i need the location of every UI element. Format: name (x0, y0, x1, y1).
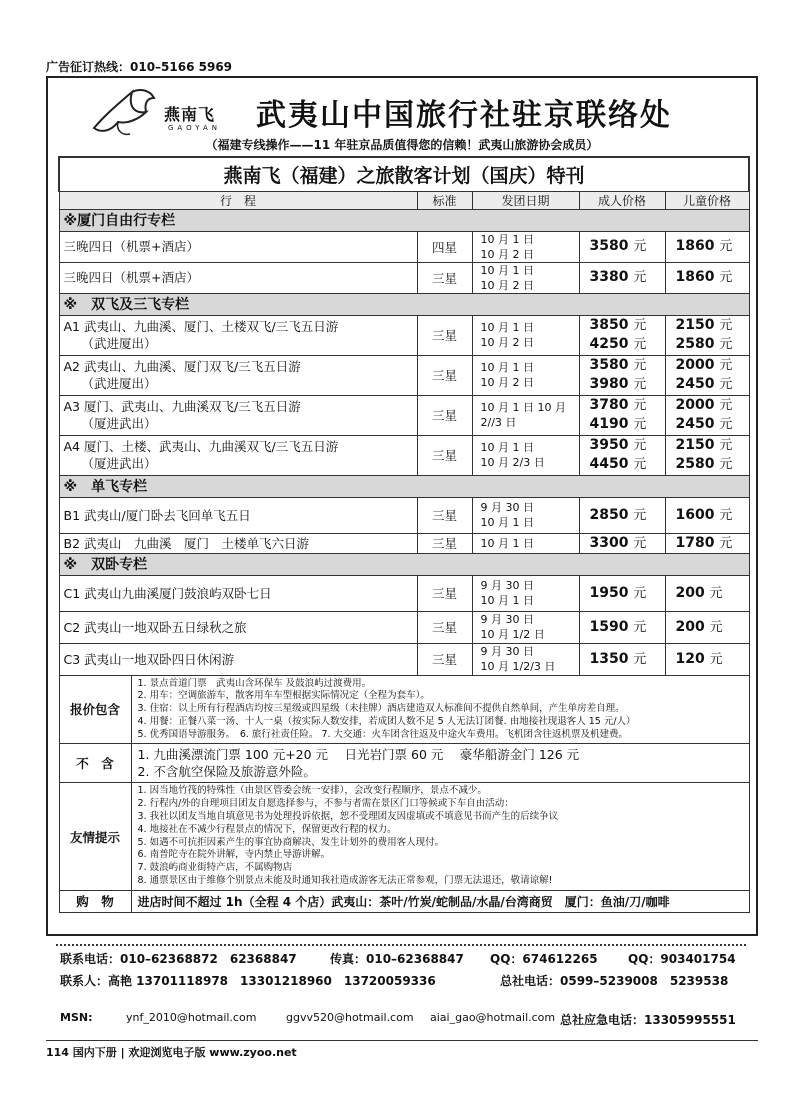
child-price: 2150 元 2580 元 (665, 435, 749, 475)
hotel-standard: 三星 (417, 575, 472, 611)
departure-dates: 9 月 30 日 10 月 1/2 日 (472, 611, 579, 643)
route-name: B2 武夷山 九曲溪 厦门 土楼单飞六日游 (59, 533, 417, 553)
child-price: 2000 元 2450 元 (665, 395, 749, 435)
contact-phone: 联系电话：010–62368872 62368847 (60, 952, 297, 966)
contact-qq1: QQ：674612265 (490, 952, 598, 966)
adult-price: 1950 元 (579, 575, 665, 611)
adult-price: 2850 元 (579, 497, 665, 533)
departure-dates: 9 月 30 日 10 月 1/2/3 日 (472, 643, 579, 675)
ad-frame (46, 76, 758, 936)
tagline: （福建专线操作——11 年驻京品质值得您的信赖！武夷山旅游协会成员） (205, 138, 599, 152)
swallow-logo-icon (88, 84, 168, 140)
adult-price: 3780 元 4190 元 (579, 395, 665, 435)
msn-label: MSN: (60, 1011, 93, 1024)
page-title: 武夷山中国旅行社驻京联络处 (256, 98, 672, 133)
header-route: 行 程 (59, 191, 417, 209)
section-single-flight: ※ 单飞专栏 (59, 475, 749, 497)
child-price: 1860 元 (665, 231, 749, 262)
route-name: A1 武夷山、九曲溪、厦门、土楼双飞/三飞五日游 （武进厦出） (59, 315, 417, 355)
table-row (59, 231, 749, 262)
includes-list: 1. 景点首道门票 武夷山含环保车 及鼓浪屿过渡费用。 2. 用车：空调旅游车，散客用车车型根据实际情况定（全程为套车）。 3. 住宿：以上所有行程酒店均按三星级或四星级（未挂牌）酒店建造双人标准间不提供自然单间，产生单房差自理。 4. 用餐：正餐八菜一汤、十人一桌（按实际人数安排，若成团人数不足 5 人无法订团餐. 由地接社现退客人 15 元/人） 5. 优秀国语导游服务。 6. 旅行社责任险。 7. 大交通：火车团含往返及中途火车费用。飞机团含往返机票及机建费。 (137, 677, 636, 740)
hotel-standard: 三星 (417, 533, 472, 553)
msn-email-1: ynf_2010@hotmail.com (126, 1011, 257, 1024)
route-name: A2 武夷山、九曲溪、厦门双飞/三飞五日游 （武进厦出） (59, 355, 417, 395)
departure-dates: 10 月 1 日 10 月 2 日 (472, 355, 579, 395)
child-price: 1780 元 (665, 533, 749, 553)
departure-dates: 10 月 1 日 10 月 2 日 (472, 315, 579, 355)
table-row (59, 643, 749, 675)
logo-name: 燕南飞 (164, 105, 216, 124)
adult-price: 3380 元 (579, 262, 665, 293)
tips-list: 1. 因当地竹筏的特殊性（由景区管委会统一安排），会改变行程顺序，景点不减少。 2. 行程内/外的自理项目团友自愿选择参与，不参与者需在景区门口等候或下车自由活动： 3. 我社以团友当地自填意见书为处理投诉依据，恕不受理团友因虚填或不填意见书而产生的后续争议 4. 地接社在不减少行程景点的情况下，保留更改行程的权力。 5. 如遇不可抗拒因素产生的事宜协商解决、发生计划外的费用客人现付。 6. 南普陀寺在院外讲解，寺内禁止导游讲解。 7. 鼓浪屿商业街特产店，不属购物店 8. 通票景区由于维修个别景点未能及时通知我社造成游客无法正常参观，门票无法退还，敬请谅解! (137, 785, 559, 887)
excludes-list: 1. 九曲溪漂流门票 100 元+20 元 日光岩门票 60 元 豪华船游金门 126 元 2. 不含航空保险及旅游意外险。 (137, 747, 580, 780)
departure-dates: 10 月 1 日 10 月 2//3 日 (472, 395, 579, 435)
logo (88, 84, 228, 140)
table-row (59, 497, 749, 533)
hotel-standard: 三星 (417, 435, 472, 475)
hotel-standard: 三星 (417, 315, 472, 355)
adult-price: 1590 元 (579, 611, 665, 643)
route-name: B1 武夷山/厦门卧去飞回单飞五日 (59, 497, 417, 533)
msn-email-3: aiai_gao@hotmail.com (430, 1011, 556, 1024)
hotel-standard: 四星 (417, 231, 472, 262)
table-row (59, 435, 749, 475)
contact-qq2: QQ：903401754 (628, 952, 736, 966)
contact-hq-phone: 总社电话：0599–5239008 5239538 (500, 974, 729, 988)
shopping-text: 进店时间不超过 1h（全程 4 个店）武夷山：茶叶/竹炭/蛇制品/水晶/台湾商贸 厦门：鱼油/刀/咖啡 (137, 894, 670, 909)
route-name: A4 厦门、土楼、武夷山、九曲溪双飞/三飞五日游 （厦进武出） (59, 435, 417, 475)
table-row (59, 355, 749, 395)
hotel-standard: 三星 (417, 497, 472, 533)
hotel-standard: 三星 (417, 262, 472, 293)
departure-dates: 10 月 1 日 10 月 2 日 (472, 262, 579, 293)
table-row (59, 395, 749, 435)
section-double-flight: ※ 双飞及三飞专栏 (59, 293, 749, 315)
adult-price: 3300 元 (579, 533, 665, 553)
route-name: 三晚四日（机票+酒店） (59, 231, 417, 262)
child-price: 120 元 (665, 643, 749, 675)
shopping-label: 购 物 (60, 891, 132, 912)
contact-fax: 传真：010–62368847 (330, 952, 464, 966)
adult-price: 3580 元 (579, 231, 665, 262)
tips-label: 友情提示 (60, 783, 132, 889)
departure-dates: 10 月 1 日 10 月 2/3 日 (472, 435, 579, 475)
table-row (59, 611, 749, 643)
child-price: 2150 元 2580 元 (665, 315, 749, 355)
hotel-standard: 三星 (417, 395, 472, 435)
route-name: A3 厦门、武夷山、九曲溪双飞/三飞五日游 （厦进武出） (59, 395, 417, 435)
excludes-label: 不 含 (60, 744, 132, 782)
departure-dates: 9 月 30 日 10 月 1 日 (472, 575, 579, 611)
table-row (59, 315, 749, 355)
hotel-standard: 三星 (417, 611, 472, 643)
table-row (59, 575, 749, 611)
adult-price: 3950 元 4450 元 (579, 435, 665, 475)
price-includes-row (59, 675, 749, 744)
route-name: C2 武夷山一地双卧五日绿秋之旅 (59, 611, 417, 643)
adult-price: 3580 元 3980 元 (579, 355, 665, 395)
page-footer: 114 国内下册 | 欢迎浏览电子版 www.zyoo.net (46, 1040, 758, 1060)
departure-dates: 10 月 1 日 (472, 533, 579, 553)
includes-label: 报价包含 (60, 676, 132, 744)
section-xiamen-free: ※厦门自由行专栏 (59, 209, 749, 231)
logo-subtitle: GAOYAN (168, 124, 221, 132)
emergency-phone: 总社应急电话：13305995551 (560, 1013, 736, 1027)
hotel-standard: 三星 (417, 355, 472, 395)
header-child-price: 儿童价格 (665, 191, 749, 209)
header-adult-price: 成人价格 (579, 191, 665, 209)
section-double-sleeper: ※ 双卧专栏 (59, 553, 749, 575)
child-price: 200 元 (665, 611, 749, 643)
route-name: 三晚四日（机票+酒店） (59, 262, 417, 293)
route-name: C1 武夷山九曲溪厦门鼓浪屿双卧七日 (59, 575, 417, 611)
header (48, 78, 756, 156)
route-name: C3 武夷山一地双卧四日休闲游 (59, 643, 417, 675)
table-row (59, 262, 749, 293)
child-price: 200 元 (665, 575, 749, 611)
shopping-row (59, 890, 749, 912)
departure-dates: 9 月 30 日 10 月 1 日 (472, 497, 579, 533)
contact-people: 联系人：高艳 13701118978 13301218960 13720059336 (60, 974, 436, 988)
table-title: 燕南飞（福建）之旅散客计划（国庆）特刊 (59, 157, 749, 191)
ad-hotline: 广告征订热线：010–5166 5969 (46, 60, 233, 74)
table-row (59, 533, 749, 553)
child-price: 1860 元 (665, 262, 749, 293)
tips-row (59, 783, 749, 890)
header-standard: 标准 (417, 191, 472, 209)
adult-price: 1350 元 (579, 643, 665, 675)
price-excludes-row (59, 744, 749, 783)
adult-price: 3850 元 4250 元 (579, 315, 665, 355)
hotel-standard: 三星 (417, 643, 472, 675)
departure-dates: 10 月 1 日 10 月 2 日 (472, 231, 579, 262)
tour-price-table (58, 156, 750, 913)
child-price: 1600 元 (665, 497, 749, 533)
header-date: 发团日期 (472, 191, 579, 209)
msn-email-2: ggvv520@hotmail.com (286, 1011, 414, 1024)
dotted-divider (56, 944, 746, 946)
child-price: 2000 元 2450 元 (665, 355, 749, 395)
